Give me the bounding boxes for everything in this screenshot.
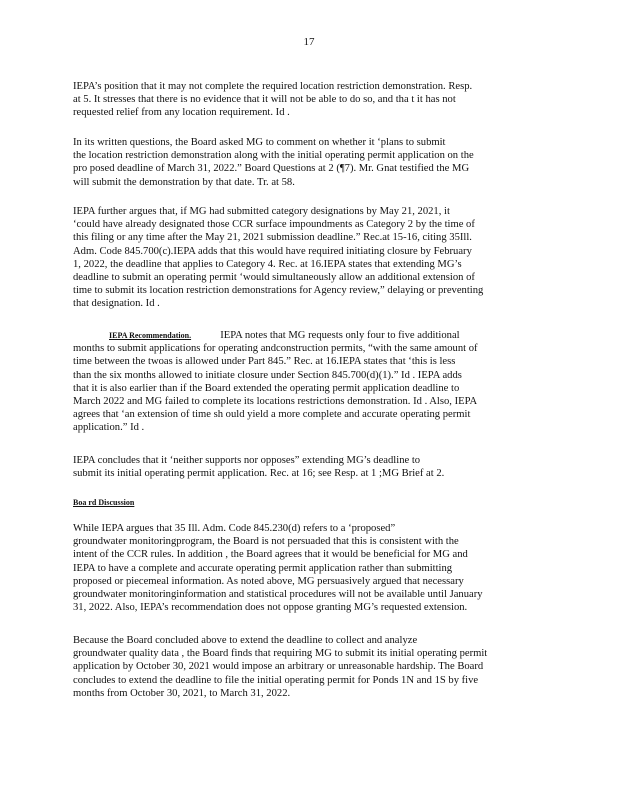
- text-line: application.” Id .: [73, 422, 145, 434]
- text-line: IEPA’s position that it may not complete the required location restriction demonstration. Resp.: [73, 81, 473, 92]
- paragraph-iepa-further-argues: [73, 205, 534, 311]
- text-line: deadline to submit an operating permit ‘would simultaneously allow an additional extension of: [73, 272, 475, 284]
- text-line: that it is also earlier than if the Board extended the operating permit application deadline to: [73, 382, 460, 394]
- text-line: groundwater quality data , the Board finds that requiring MG to submit its initial operating permit: [73, 648, 488, 660]
- text-line: time to submit its location restriction demonstrations for Agency review,” delaying or preventing: [73, 285, 484, 297]
- text-line: than the six months allowed to initiate closure under Section 845.700(d)(1).” Id . IEPA adds: [73, 369, 462, 381]
- text-line: Because the Board concluded above to extend the deadline to collect and analyze: [73, 635, 418, 646]
- text-line: months to submit applications for operating andconstruction permits, “with the same amount of: [73, 343, 478, 355]
- text-line: In its written questions, the Board asked MG to comment on whether it ‘plans to submit: [73, 137, 446, 148]
- text-line: requested relief from any location requirement. Id .: [73, 107, 290, 119]
- text-line: concludes to extend the deadline to file the initial operating permit for Ponds 1N and 1S by five: [73, 674, 479, 686]
- text-line: 31, 2022. Also, IEPA’s recommendation does not oppose granting MG’s requested extension.: [73, 602, 468, 614]
- text-line: this filing or any time after the May 21, 2021 submission deadline.” Rec.at 15-16, citing 35Ill.: [73, 232, 472, 244]
- subheading-iepa-recommendation: IEPA Recommendation.: [109, 331, 192, 340]
- text-line: at 5. It stresses that there is no evidence that it will not be able to do so, and tha t it has not: [73, 94, 456, 106]
- text-line: ‘could have already designated those CCR surface impoundments as Category 2 by the time of: [73, 219, 475, 231]
- text-line: proposed or piecemeal information. As noted above, MG persuasively argued that necessary: [73, 575, 464, 587]
- paragraph-board-concluded: [73, 634, 534, 700]
- text-line-fragment: IEPA notes that MG requests only four to five additional: [217, 330, 460, 341]
- text-line: Adm. Code 845.700(c).IEPA adds that this would have required initiating closure by February: [73, 245, 472, 257]
- text-line: IEPA to have a complete and accurate operating permit application rather than submitting: [73, 562, 453, 574]
- text-line: that designation. Id .: [73, 298, 160, 310]
- text-line: agrees that ‘an extension of time sh ould yield a more complete and accurate operating permit: [73, 409, 471, 421]
- paragraph-iepa-recommendation: [73, 329, 534, 435]
- text-line: submit its initial operating permit application. Rec. at 16; see Resp. at 1 ;MG Brief at 2.: [73, 468, 445, 480]
- page-number: 17: [303, 36, 315, 48]
- text-line: months from October 30, 2021, to March 31, 2022.: [73, 687, 291, 699]
- text-line: 1, 2022, the deadline that applies to Category 4. Rec. at 16.IEPA states that extending MG’s: [73, 258, 462, 270]
- text-line: While IEPA argues that 35 Ill. Adm. Code 845.230(d) refers to a ‘proposed”: [73, 523, 396, 534]
- section-heading-board-discussion: Boa rd Discussion: [73, 498, 135, 507]
- paragraph-board-questions: [73, 136, 534, 189]
- text-line: will submit the demonstration by that date. Tr. at 58.: [73, 176, 295, 188]
- paragraph-iepa-position: [73, 80, 534, 120]
- text-line: intent of the CCR rules. In addition , the Board agrees that it would be beneficial for MG and: [73, 549, 468, 561]
- text-line: March 2022 and MG failed to complete its locations restrictions demonstration. Id . Also, IEPA: [73, 396, 478, 408]
- text-line: the location restriction demonstration along with the initial operating permit application on the: [73, 150, 474, 162]
- text-line: application by October 30, 2021 would impose an arbitrary or unreasonable hardship. The Board: [73, 661, 484, 673]
- text-line: [73, 329, 534, 342]
- text-line: groundwater monitoringinformation and statistical procedures will not be available until January: [73, 589, 483, 601]
- paragraph-while-iepa-argues: [73, 522, 534, 614]
- text-line: groundwater monitoringprogram, the Board is not persuaded that this is consistent with the: [73, 536, 459, 548]
- text-line: IEPA concludes that it ‘neither supports nor opposes” extending MG’s deadline to: [73, 455, 421, 466]
- text-line: IEPA further argues that, if MG had submitted category designations by May 21, 2021, it: [73, 206, 450, 217]
- text-line: time between the twoas is allowed under Part 845.” Rec. at 16.IEPA states that ‘this is less: [73, 356, 456, 368]
- text-line: pro posed deadline of March 31, 2022.” Board Questions at 2 (¶7). Mr. Gnat testified the MG: [73, 163, 470, 175]
- paragraph-iepa-concludes: [73, 454, 534, 480]
